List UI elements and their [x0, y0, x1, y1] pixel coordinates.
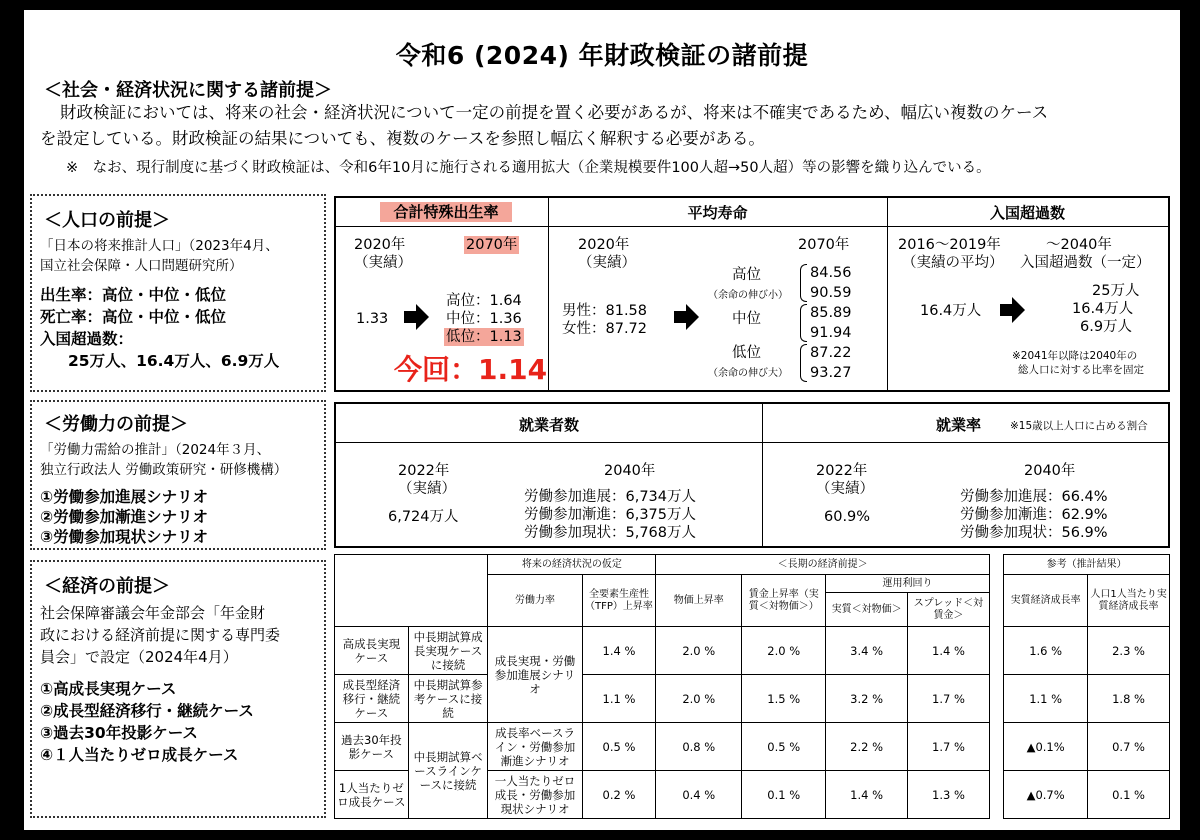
economy-case-1: ①高成長実現ケース [40, 680, 177, 698]
population-bullet-3: 入国超過数： [40, 330, 134, 348]
th-future: 将来の経済状況の仮定 [488, 555, 656, 575]
life-header: 平均寿命 [687, 204, 748, 222]
intro-heading: ＜社会・経済状況に関する諸前提＞ [44, 80, 332, 101]
migration-base: 16.4万人 [920, 303, 982, 319]
th-ref: 参考（推計結果） [1004, 555, 1170, 575]
labor-scenario-2: ②労働参加漸進シナリオ [40, 508, 208, 526]
rate-2022: 2022年 [816, 463, 868, 479]
population-source-2: 国立社会保障・人口問題研究所） [40, 258, 243, 274]
th-tfp: 全要素生産性（TFP）上昇率 [582, 575, 656, 627]
life-high-1: 84.56 [810, 265, 852, 281]
fertility-current: 今回：1.14 [394, 353, 548, 386]
life-mid-2: 91.94 [810, 325, 852, 341]
economic-assumptions-table [334, 554, 1170, 819]
life-mid-1: 85.89 [810, 305, 852, 321]
table-corner [335, 555, 488, 627]
arrow-right-icon [672, 303, 700, 331]
life-actual: （実績） [578, 255, 636, 271]
intro-line-2: を設定している。財政検証の結果についても、複数のケースを参照し幅広く解釈する必要がある。 [40, 129, 765, 148]
rate-note: ※15歳以上人口に占める割合 [1010, 420, 1148, 432]
economy-sidebar [30, 560, 326, 818]
th-labor: 労働力率 [488, 575, 582, 627]
life-2070: 2070年 [798, 237, 850, 253]
th-wage: 賃金上昇率（実質＜対物価＞） [742, 575, 826, 627]
life-low-note: （余命の伸び大） [708, 368, 788, 379]
labor-scenario-3: ③労働参加現状シナリオ [40, 528, 208, 546]
labor-heading: ＜労働力の前提＞ [44, 414, 188, 435]
migration-v2: 16.4万人 [1072, 301, 1134, 317]
life-2020: 2020年 [578, 237, 630, 253]
th-long: ＜長期の経済前提＞ [656, 555, 990, 575]
population-source-1: 「日本の将来推計人口」（2023年4月、 [40, 238, 279, 254]
page-number: 2 [1189, 795, 1200, 814]
rate-base: 60.9% [824, 509, 871, 525]
employed-header: 就業者数 [518, 416, 579, 434]
employed-v1: 労働参加進展：6,734万人 [524, 489, 697, 505]
employed-v2: 労働参加漸進：6,375万人 [524, 507, 697, 523]
employed-base: 6,724万人 [388, 509, 459, 525]
table-row: 1人当たりゼロ成長ケース 一人当たりゼロ成長・労働参加現状シナリオ 0.2 % 0.4 % 0.1 % 1.4 % 1.3 % ▲0.7% 0.1 % [335, 771, 1170, 819]
intro-line-1: 財政検証においては、将来の社会・経済状況について一定の前提を置く必要があるが、将来は不確実であるため、幅広い複数のケース [60, 103, 1049, 122]
labor-scenario-1: ①労働参加進展シナリオ [40, 488, 208, 506]
population-bullet-1: 出生率：高位・中位・低位 [40, 286, 227, 304]
population-heading: ＜人口の前提＞ [44, 210, 170, 231]
rate-2040: 2040年 [1024, 463, 1076, 479]
life-high-label: 高位 [732, 267, 761, 283]
labor-source-1: 「労働力需給の推計」（2024年３月、 [40, 442, 271, 458]
employed-actual: （実績） [398, 481, 456, 497]
life-low-2: 93.27 [810, 365, 852, 381]
th-real: 実質＜対物価＞ [826, 593, 908, 627]
fertility-base: 1.33 [356, 311, 389, 327]
table-row: 過去30年投影ケース 中長期試算ベースラインケースに接続 成長率ベースライン・労働参加漸進シナリオ 0.5 % 0.8 % 0.5 % 2.2 % 1.7 % ▲0.1% 0.7 % [335, 723, 1170, 771]
migration-2040: ～2040年 [1046, 237, 1112, 253]
fertility-mid: 中位：1.36 [446, 311, 522, 327]
employed-v3: 労働参加現状：5,768万人 [524, 525, 697, 541]
fertility-2070: 2070年 [466, 237, 518, 253]
th-spread: スプレッド＜対賃金＞ [908, 593, 990, 627]
arrow-right-icon [402, 303, 430, 331]
migration-note-2: 総人口に対する比率を固定 [1018, 364, 1144, 376]
economy-case-3: ③過去30年投影ケース [40, 724, 198, 742]
economy-heading: ＜経済の前提＞ [44, 576, 170, 597]
migration-v1: 25万人 [1092, 283, 1140, 299]
fertility-2020: 2020年 [354, 237, 406, 253]
population-panel [334, 196, 1170, 392]
life-male: 男性：81.58 [562, 303, 648, 319]
life-mid-label: 中位 [732, 311, 761, 327]
employed-2040: 2040年 [604, 463, 656, 479]
fertility-low: 低位：1.13 [446, 329, 522, 345]
life-low-label: 低位 [732, 345, 761, 361]
life-low-1: 87.22 [810, 345, 852, 361]
labor-panel [334, 402, 1170, 548]
migration-period: 2016～2019年 [898, 237, 1001, 253]
population-sidebar [30, 194, 326, 392]
arrow-right-icon [998, 296, 1026, 324]
slide-page [24, 10, 1200, 830]
rate-actual: （実績） [816, 481, 874, 497]
table-row: 成長型経済移行・継続ケース 中長期試算参考ケースに接続 1.1 % 2.0 % 1.5 % 3.2 % 1.7 % 1.1 % 1.8 % [335, 675, 1170, 723]
migration-const: 入国超過数（一定） [1020, 255, 1151, 271]
migration-avg: （実績の平均） [902, 255, 1004, 271]
life-high-2: 90.59 [810, 285, 852, 301]
fertility-high: 高位：1.64 [446, 293, 522, 309]
labor-sidebar [30, 400, 326, 550]
fertility-header: 合計特殊出生率 [380, 202, 512, 222]
life-high-note: （余命の伸び小） [708, 290, 788, 301]
economy-source-2: 政における経済前提に関する専門委 [40, 626, 281, 644]
fertility-actual: （実績） [354, 255, 412, 271]
th-percap: 人口1人当たり実質経済成長率 [1088, 575, 1170, 627]
table-row: 高成長実現ケース 中長期試算成長実現ケースに接続 成長実現・労働参加進展シナリオ 1.4 % 2.0 % 2.0 % 3.4 % 1.4 % 1.6 % 2.3 % [335, 627, 1170, 675]
rate-header: 就業率 [936, 416, 982, 434]
economy-case-4: ④１人当たりゼロ成長ケース [40, 746, 239, 764]
th-price: 物価上昇率 [656, 575, 742, 627]
intro-note: ※ なお、現行制度に基づく財政検証は、令和6年10月に施行される適用拡大（企業規模要件100人超→50人超）等の影響を織り込んでいる。 [66, 160, 991, 176]
life-female: 女性：87.72 [562, 321, 648, 337]
economy-case-2: ②成長型経済移行・継続ケース [40, 702, 254, 720]
economy-source-3: 員会」で設定（2024年4月） [40, 648, 238, 666]
th-invest: 運用利回り [826, 575, 990, 593]
economy-source-1: 社会保障審議会年金部会「年金財 [40, 604, 266, 622]
rate-v2: 労働参加漸進：62.9% [960, 507, 1108, 523]
migration-header: 入国超過数 [989, 204, 1065, 222]
rate-v1: 労働参加進展：66.4% [960, 489, 1108, 505]
th-gdp: 実質経済成長率 [1004, 575, 1088, 627]
migration-v3: 6.9万人 [1080, 319, 1133, 335]
employed-2022: 2022年 [398, 463, 450, 479]
population-bullet-2: 死亡率：高位・中位・低位 [40, 308, 227, 326]
migration-note-1: ※2041年以降は2040年の [1012, 350, 1138, 362]
labor-source-2: 独立行政法人 労働政策研究・研修機構） [40, 462, 288, 478]
page-title: 令和6 (2024) 年財政検証の諸前提 [395, 41, 809, 70]
rate-v3: 労働参加現状：56.9% [960, 525, 1108, 541]
population-bullet-4: 25万人、16.4万人、6.9万人 [68, 352, 280, 370]
